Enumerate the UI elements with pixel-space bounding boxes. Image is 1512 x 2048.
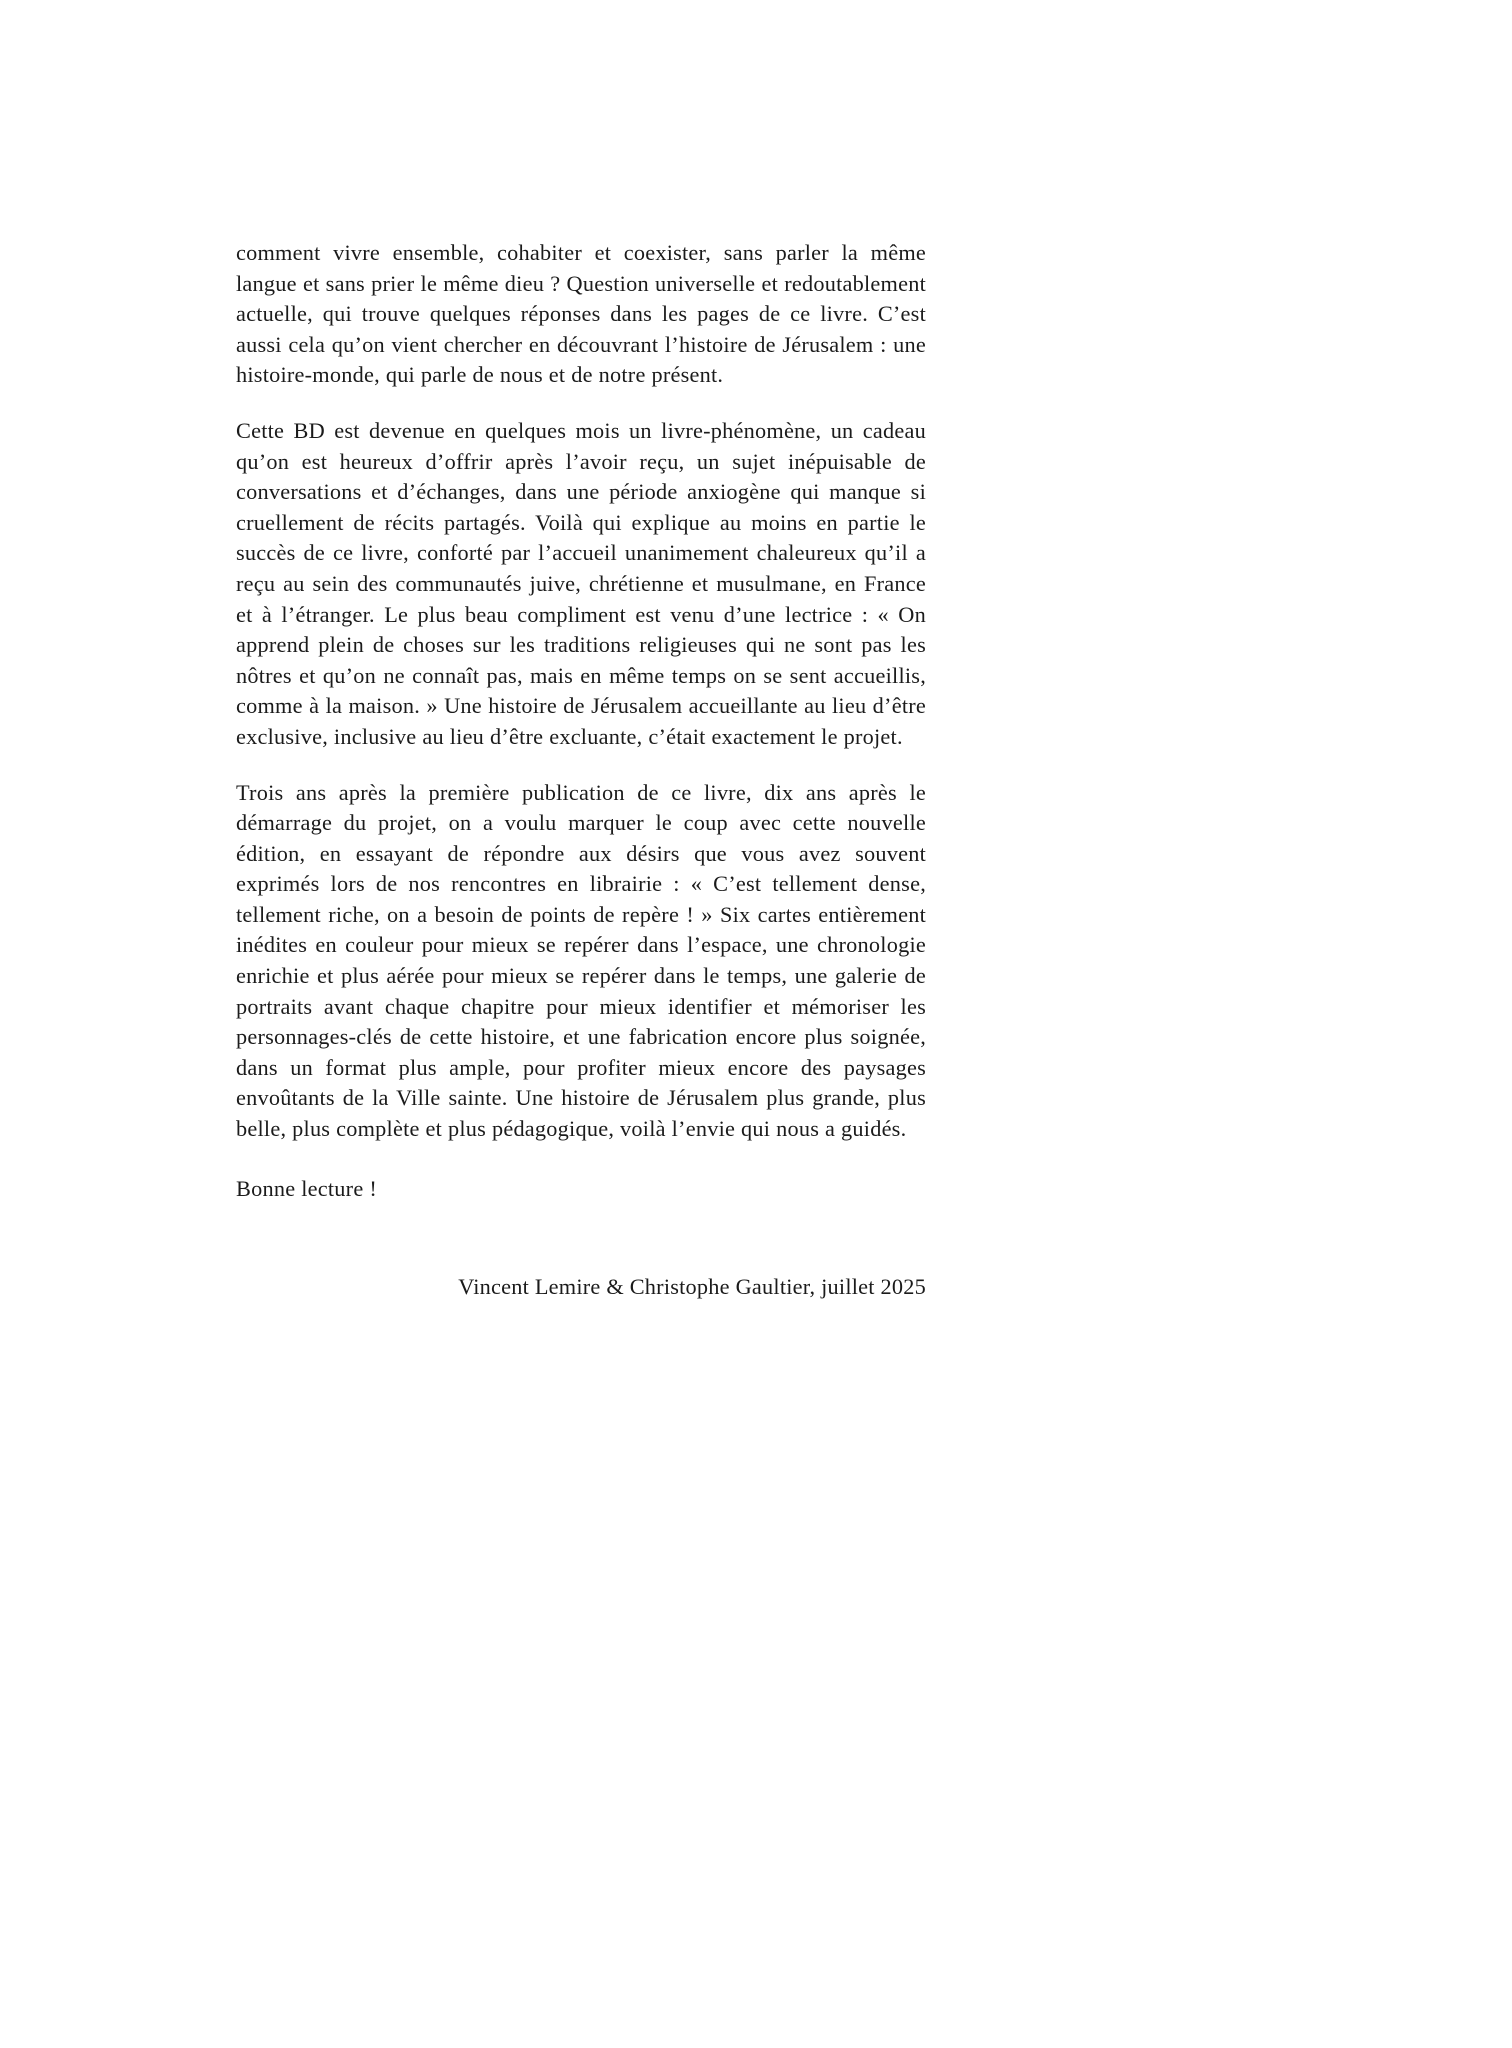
closing-line: Bonne lecture ! — [236, 1175, 378, 1201]
paragraph-3: Trois ans après la première publication de ce livre, dix ans après le démarrage du projet, on a voulu marquer le coup avec cette nouvelle édition, en essayant de répondre aux désirs que vous avez souvent exprimés lors de nos rencontres en librairie : « C’est tellement dense, tellement riche, on a besoin de points de repère ! » Six cartes entièrement inédites en couleur pour mieux se repérer dans l’espace, une chronologie enrichie et plus aérée pour mieux se repérer dans le temps, une galerie de portraits avant chaque chapitre pour mieux identifier et mémoriser les personnages-clés de cette histoire, et une fabrication encore plus soignée, dans un format plus ample, pour profiter mieux encore des paysages envoûtants de la Ville sainte. Une histoire de Jérusalem plus grande, plus belle, plus complète et plus pédagogique, voilà l’envie qui nous a guidés. — [236, 779, 926, 1142]
body-text-block — [236, 238, 926, 1204]
paragraph-2: Cette BD est devenue en quelques mois un livre-phénomène, un cadeau qu’on est heureux d’offrir après l’avoir reçu, un sujet inépuisable de conversations et d’échanges, dans une période anxiogène qui manque si cruellement de récits partagés. Voilà qui explique au moins en partie le succès de ce livre, conforté par l’accueil unanimement chaleureux qu’il a reçu au sein des communautés juive, chrétienne et musulmane, en France et à l’étranger. Le plus beau compliment est venu d’une lectrice : « On apprend plein de choses sur les traditions religieuses qui ne sont pas les nôtres et qu’on ne connaît pas, mais en même temps on se sent accueillis, comme à la maison. » Une histoire de Jérusalem accueillante au lieu d’être exclusive, inclusive au lieu d’être excluante, c’était exactement le projet. — [236, 417, 926, 749]
authors-signature: Vincent Lemire & Christophe Gaultier, juillet 2025 — [458, 1274, 926, 1299]
paragraph-1: comment vivre ensemble, cohabiter et coexister, sans parler la même langue et sans prier le même dieu ? Question universelle et redoutablement actuelle, qui trouve quelques réponses dans les pages de ce livre. C’est aussi cela qu’on vient chercher en découvrant l’histoire de Jérusalem : une histoire-monde, qui parle de nous et de notre présent. — [236, 240, 926, 388]
